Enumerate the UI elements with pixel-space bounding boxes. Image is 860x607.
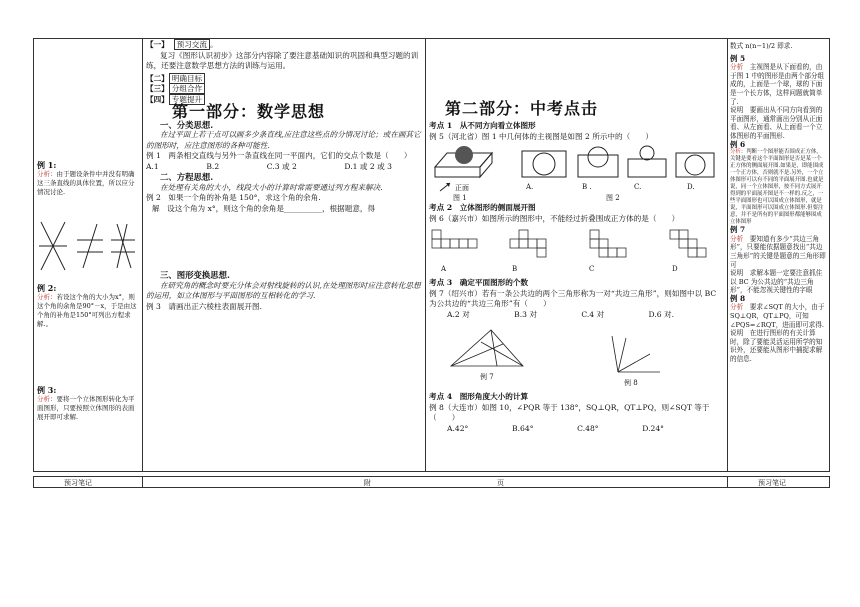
option-b: B.64° <box>512 423 534 433</box>
section-marker: 【四】 <box>146 94 169 104</box>
left-notes: 例 1: 分析：由于题设条件中并没有明确这三条直线的具体位置，所以应分情况讨论. <box>37 160 139 197</box>
section-marker: 【三】 <box>146 84 169 93</box>
option-b-label: B . <box>582 183 592 191</box>
ex5-note: 说明 要画出从不同方向看到的平面图形，通常画出分别从正面看、从左面看、从上面看一个立体图形的平面图形. <box>730 106 823 140</box>
example6-question: 例 6（嘉兴市）如图所示的图形中，不能经过折叠围成正方体的是（ ） <box>429 213 680 223</box>
cube-nets <box>430 228 720 264</box>
example5-question: 例 5（河北省）图 1 中几何体的主视图是如图 2 所示中的（ ） <box>429 131 653 141</box>
option-c-label: C. <box>634 183 642 191</box>
footer-center-1: 附 <box>364 479 371 487</box>
option-a: A.42° <box>447 423 469 433</box>
footer-bar <box>33 476 830 488</box>
topic-boost-label: 专题提升 <box>169 94 205 105</box>
example8-question: 例 8（大连市）如图 10，∠PQR 等于 138°，SQ⊥QR，QT⊥PQ，则∠SQT 等于（ ） <box>429 402 710 422</box>
ex5-title: 例 5 <box>730 53 746 63</box>
formula-text: 数式 n(n−1)/2 即求. <box>730 42 793 50</box>
footer-right-label: 预习笔记 <box>758 479 786 487</box>
right-k2 <box>429 203 724 224</box>
net-a-label: A <box>441 265 447 273</box>
fig7-caption: 例 7 <box>480 373 494 381</box>
classification-text: 在过平面上若干点可以画多少条直线,应注意这些点的分情况讨论；或在画其它的图形时，应注意图形的各种可能性. <box>146 130 421 150</box>
section-marker: 【一】 <box>146 40 169 49</box>
part2-title: 第二部分：中考点击 <box>445 99 599 118</box>
kaodian3: 考点 3 确定平面图形的个数 <box>429 278 529 287</box>
option-c: C.3 或 2 <box>266 161 297 171</box>
option-d: D.24° <box>642 423 664 433</box>
triangle-figure <box>445 326 535 372</box>
option-d: D.1 或 2 或 3 <box>344 161 392 171</box>
group-work-label: 分组合作 <box>169 83 205 94</box>
option-d: D.6 对. <box>648 309 674 319</box>
middle-column: 【一】 预习交流 。 复习《图形认识初步》这部分内容除了要注意基础知识的巩固和典型习题的训练，还要注意数学思想方法的训练与运用。 【二】 明确目标 【三】 分组合作 【四】 专题提升 第一部分：数学思想 一、分类思想. 在过平面上若干点可以画多少条直线,应注意这些点的分情况讨论；或在画其它的图形时，应注意图形的各种可能性. 例 1 两条相交直线与另外一条直线在同一平面内，它们的交点个数是（ ） A.1 B.2 C.3 或 2 D.1 或 2 或 3 二、方程思想. 在处理有关角的大小，线段大小的计算时常需要通过列方程来解决. 例 2 如果一个角的补角是 150°，求这个角的余角. 解 设这个角为 x°，则这个角的余角是__________，根据题意，得 三、图形变换思想. 在研究角的概念时要充分体会对射线旋转的认识,在处理图形时应注意转化思想的运用，如立体图形与平面图形的互相转化的学习. 例 3 请画出正六棱柱表面展开图. <box>146 40 421 311</box>
analysis-label: 分析 <box>730 63 744 72</box>
column-divider <box>425 38 426 472</box>
example1-question: 例 1 两条相交直线与另外一条直线在同一平面内，它们的交点个数是（ ） <box>146 151 412 160</box>
fig2-caption: 图 2 <box>606 194 620 202</box>
ex6-analysis: 判断一个图形能否围成正方体，关键是要看这个平面图形是否是某一个正方体的侧面展开图.如果是，即能围成一个正方体，否则就不是.另外，一个立体图形可以有不同的平面展开图.也就是说，同一个立体图形，按不同方式展开得到的平面展开图是不一样的.反之，一些平面图形也可以围成立体图形，就是说，平面图形可以围成立体图形.但要注意，并不是所有的平面图形都能够围成立体图形 <box>730 149 824 226</box>
ex6-title: 例 6 <box>730 139 746 149</box>
part1-title: 第一部分：数学思想 <box>172 102 326 121</box>
analysis-label: 分析 <box>37 293 50 301</box>
preview-exchange-label: 预习交流 <box>174 39 210 50</box>
net-b-label: B <box>512 265 518 273</box>
example3-question: 例 3 请画出正六棱柱表面展开图. <box>146 301 262 311</box>
column-divider <box>727 38 728 472</box>
left-notes-ex3: 例 3: 分析：要将一个立体图形转化为平面图形，只要按照立体图形的表面展开即可求解. <box>37 385 139 422</box>
example2-solution: 解 设这个角为 x°，则这个角的余角是__________，根据题意，得 <box>152 203 376 213</box>
right-notes: 数式 n(n−1)/2 即求. 例 5 分析 主视图是从下面看的，由于图 1 中的图形是由两个部分组成的，上面是一个球，球的下面是一个长方体，这样问题就简单了. 说明 要画出从不同方向看到的平面图形，通常画出分别从正面看、从左面看、从上面看一个立体图形的平面图形. 例 6 分析：判断一个图形能否围成正方体，关键是要看这个平面图形是否是某一个正方体的侧面展开图.如果是，即能围成一个正方体，否则就不是.另外，一个立体图形可以有不同的平面展开图.也就是说，同一个立体图形，按不同方式展开得到的平面展开图是不一样的.反之，一些平面图形也可以围成立体图形，就是说，平面图形可以围成立体图形.但要注意，并不是所有的平面图形都能够围成立体图形 例 7 分析 要知道有多少“共边三角形”，只要能依据题意找出“共边三角形”的关键是题意的三角形即可 说明 求解本题一定要注意抓住以 BC 为公共边的“共边三角形”，不能忽视关键性的字眼 例 8 分析 要求∠SQT 的大小，由于 SQ⊥QR，QT⊥PQ，可知∠PQS=∠RQT，进而即可求得. 说明 在进行图形的有关计算时，除了要能灵活运用所学的知识外，还要能从图形中捕捉求解的信息. <box>730 42 826 364</box>
net-c-label: C <box>589 265 595 273</box>
net-d-label: D <box>672 265 678 273</box>
ex3-text: 要将一个立体图形转化为平面图形，只要按照立体图形的表面展开即可求解. <box>37 395 135 421</box>
option-b: B.3 对 <box>514 309 537 319</box>
ex2-title: 例 2: <box>37 283 57 293</box>
option-b: B.2 <box>206 161 220 171</box>
fig1-caption: 图 1 <box>453 194 467 202</box>
angle-figure <box>600 332 670 380</box>
right-k4 <box>429 392 724 434</box>
ex8-analysis: 要求∠SQT 的大小，由于 SQ⊥QR，QT⊥PQ，可知∠PQS=∠RQT，进而即可求得. <box>730 303 825 329</box>
kaodian1: 考点 1 从不同方向看立体图形 <box>429 121 536 130</box>
kaodian2: 考点 2 立体图形的侧面展开图 <box>429 203 536 212</box>
ex8-note: 说明 在进行图形的有关计算时，除了要能灵活运用所学的知识外，还要能从图形中捕捉求解的信息. <box>730 329 823 364</box>
ex2-text: 若设这个角的大小为x°，则这个角的余角是90°－x，于是由这个角的补角是150°可列出方程求解.。 <box>37 293 137 328</box>
ex1-text: 由于题设条件中并没有明确这三条直线的具体位置，所以应分情况讨论. <box>37 170 135 196</box>
option-c: C.48° <box>577 423 599 433</box>
footer-divider <box>142 476 143 488</box>
example7-options <box>429 310 724 321</box>
ex7-title: 例 7 <box>730 225 746 235</box>
footer-left-label: 预习笔记 <box>64 479 92 487</box>
analysis-label: 分析 <box>730 303 744 312</box>
example1-options <box>146 162 422 173</box>
footer-divider <box>727 476 728 488</box>
example2-question: 例 2 如果一个角的补角是 150°，求这个角的余角. <box>146 193 321 202</box>
ex8-title: 例 8 <box>730 293 746 303</box>
heading-classification: 一、分类思想. <box>160 119 214 130</box>
equation-text: 在处理有关角的大小，线段大小的计算时常需要通过列方程来解决. <box>160 182 383 192</box>
heading-transformation: 三、图形变换思想. <box>160 270 230 280</box>
intro-text: 复习《图形认识初步》这部分内容除了要注意基础知识的巩固和典型习题的训练，还要注意数学思想方法的训练与运用。 <box>146 50 419 70</box>
heading-equation: 二、方程思想. <box>160 172 214 182</box>
option-c: C.4 对 <box>581 309 605 319</box>
example8-options <box>429 424 724 435</box>
transformation-text: 在研究角的概念时要充分体会对射线旋转的认识,在处理图形时应注意转化思想的运用，如立体图形与平面图形的互相转化的学习. <box>146 280 421 300</box>
ex1-title: 例 1: <box>37 160 57 170</box>
ex7-note: 说明 求解本题一定要注意抓住以 BC 为公共边的“共边三角形”，不能忽视关键性的字眼 <box>730 269 823 295</box>
analysis-label: 分析 <box>730 149 741 156</box>
footer-center-2: 页 <box>497 479 504 487</box>
fig8-caption: 例 8 <box>624 379 638 387</box>
ex3-title: 例 3: <box>37 385 57 395</box>
ex7-analysis: 要知道有多少“共边三角形”，只要能依据题意找出“共边三角形”的关键是题意的三角形即可 <box>730 234 826 269</box>
option-a-label: A. <box>526 183 534 191</box>
option-a: A.2 对 <box>447 309 470 319</box>
left-notes-ex2: 例 2: 分析：若设这个角的大小为x°，则这个角的余角是90°－x，于是由这个角的补角是150°可列出方程求解.。 <box>37 283 139 329</box>
option-a: A.1 <box>146 161 159 171</box>
analysis-label: 分析 <box>730 234 744 243</box>
section-marker: 【二】 <box>146 73 169 83</box>
three-lines-figure <box>37 218 137 274</box>
right-top <box>429 121 724 142</box>
analysis-label: 分析 <box>37 395 50 403</box>
figure1-figure2 <box>430 145 720 203</box>
example7-question: 例 7（绍兴市）若有一条公共边的两个三角形称为一对“共边三角形”，则如图中以 BC 为公共边的“共边三角形”有（ ） <box>429 288 717 308</box>
ex5-analysis: 主视图是从下面看的，由于图 1 中的图形是由两个部分组成的，上面是一个球，球的下面是一个长方体，这样问题就简单了. <box>730 63 825 106</box>
clear-goals-label: 明确目标 <box>169 73 205 84</box>
column-divider <box>142 38 143 472</box>
right-k3 <box>429 278 724 320</box>
kaodian4: 考点 4 图形角度大小的计算 <box>429 392 529 401</box>
option-d-label: D. <box>687 183 695 191</box>
analysis-label: 分析 <box>37 170 50 178</box>
front-label: 正面 <box>455 184 469 192</box>
